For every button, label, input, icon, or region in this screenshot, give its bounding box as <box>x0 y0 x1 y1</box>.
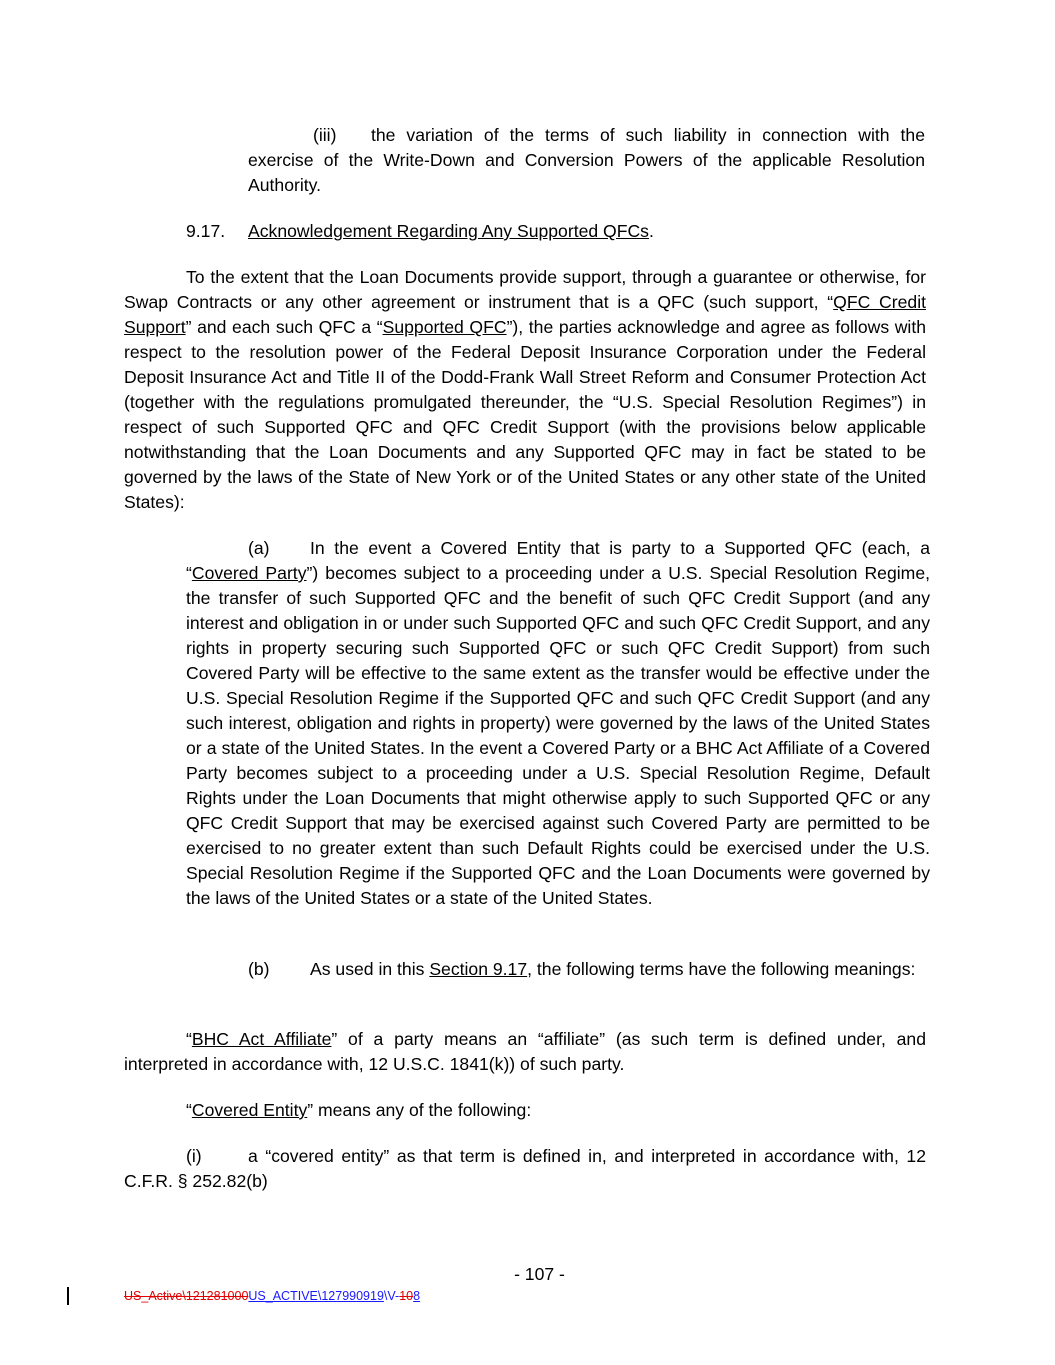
intro-text-2: ” and each such QFC a “ <box>185 317 383 337</box>
section-title: Acknowledgement Regarding Any Supported QFCs <box>248 221 649 241</box>
clause-i-text: a “covered entity” as that term is defined in, and interpreted in accordance with, 12 C.F.R. § 252.82(b) <box>124 1146 926 1191</box>
clause-b-text-2: , the following terms have the following meanings: <box>527 959 916 979</box>
clause-a <box>186 536 930 911</box>
docid-inserted-version: 8 <box>413 1289 421 1303</box>
section-reference: Section 9.17 <box>429 959 528 979</box>
def-bhc-text: ” of a party means an “affiliate” (as such term is defined under, and interpreted in accordance with, 12 U.S.C. 1841(k)) of such party. <box>124 1029 926 1074</box>
clause-a-text-1: In the event a Covered Entity that is party to a Supported QFC (each, a “ <box>186 538 930 583</box>
clause-iii <box>248 123 925 198</box>
page-number: - 107 - <box>514 1264 565 1284</box>
definition-bhc-act-affiliate <box>124 1027 926 1077</box>
intro-text-3: ”), the parties acknowledge and agree as follows with respect to the resolution power of the Federal Deposit Insurance Corporation under the Federal Deposit Insurance Act and Title II of the Dodd-Frank Wall Street Reform and Consumer Protection Act (together with the regulations promulgated thereunder, the “U.S. Special Resolution Regimes”) in respect of such Supported QFC and QFC Credit Support (with the provisions below applicable notwithstanding that the Loan Documents and any Supported QFC may in fact be stated to be governed by the laws of the State of New York or of the United States or any other state of the United States): <box>124 317 927 512</box>
clause-iii-first-line: the variation of the terms of such liability in connection with the <box>371 125 925 145</box>
docid-version-prefix: \V- <box>383 1289 400 1303</box>
clause-i <box>124 1144 926 1194</box>
intro-text-1: To the extent that the Loan Documents provide support, through a guarantee or otherwise, for Swap Contracts or any other agreement or instrument that is a QFC (such support, “ <box>124 267 926 312</box>
section-title-end: . <box>648 221 654 241</box>
term-covered-party: Covered Party <box>191 563 307 583</box>
term-bhc-act-affiliate: BHC Act Affiliate <box>191 1029 332 1049</box>
clause-i-label: (i) <box>186 1146 202 1166</box>
document-id <box>124 1288 420 1304</box>
docid-deleted-version: 10 <box>399 1289 414 1303</box>
docid-inserted-path: US_ACTIVE\127990919 <box>248 1289 384 1303</box>
def-covered-open-quote: “ <box>186 1100 192 1120</box>
docid-deleted-path: US_Active\121281000 <box>124 1289 249 1303</box>
def-covered-text: ” means any of the following: <box>307 1100 532 1120</box>
clause-b-text-1: As used in this <box>310 959 430 979</box>
clause-iii-rest: exercise of the Write-Down and Conversion Powers of the applicable Resolution Authority. <box>248 150 925 195</box>
term-qfc-credit-support: QFC Credit Support <box>124 292 926 337</box>
term-covered-entity: Covered Entity <box>191 1100 308 1120</box>
clause-b-label: (b) <box>248 959 270 979</box>
section-heading <box>186 219 926 244</box>
section-number: 9.17. <box>186 221 226 241</box>
intro-paragraph <box>124 265 926 515</box>
revision-change-bar <box>67 1287 69 1305</box>
clause-iii-label: (iii) <box>313 125 337 145</box>
clause-b <box>186 957 926 982</box>
def-bhc-open-quote: “ <box>186 1029 192 1049</box>
definition-covered-entity <box>124 1098 926 1123</box>
clause-a-text-2: ”) becomes subject to a proceeding under a U.S. Special Resolution Regime, the transfer of such Supported QFC and the benefit of such QFC Credit Support (and any interest and obligation in or under such Supported QFC and such QFC Credit Support, and any rights in property securing such Supported QFC or such QFC Credit Support) from such Covered Party will be effective to the same extent as the transfer would be effective under the U.S. Special Resolution Regime if the Supported QFC and such QFC Credit Support (and any such interest, obligation and rights in property) were governed by the laws of the United States or a state of the United States. In the event a Covered Party or a BHC Act Affiliate of a Covered Party becomes subject to a proceeding under a U.S. Special Resolution Regime, Default Rights under the Loan Documents that might otherwise apply to such Supported QFC or any QFC Credit Support that may be exercised against such Covered Party are permitted to be exercised to no greater extent than such Default Rights could be exercised under the U.S. Special Resolution Regime if the Supported QFC and the Loan Documents were governed by the laws of the United States or a state of the United States. <box>186 563 930 908</box>
clause-a-label: (a) <box>248 538 270 558</box>
term-supported-qfc: Supported QFC <box>382 317 507 337</box>
